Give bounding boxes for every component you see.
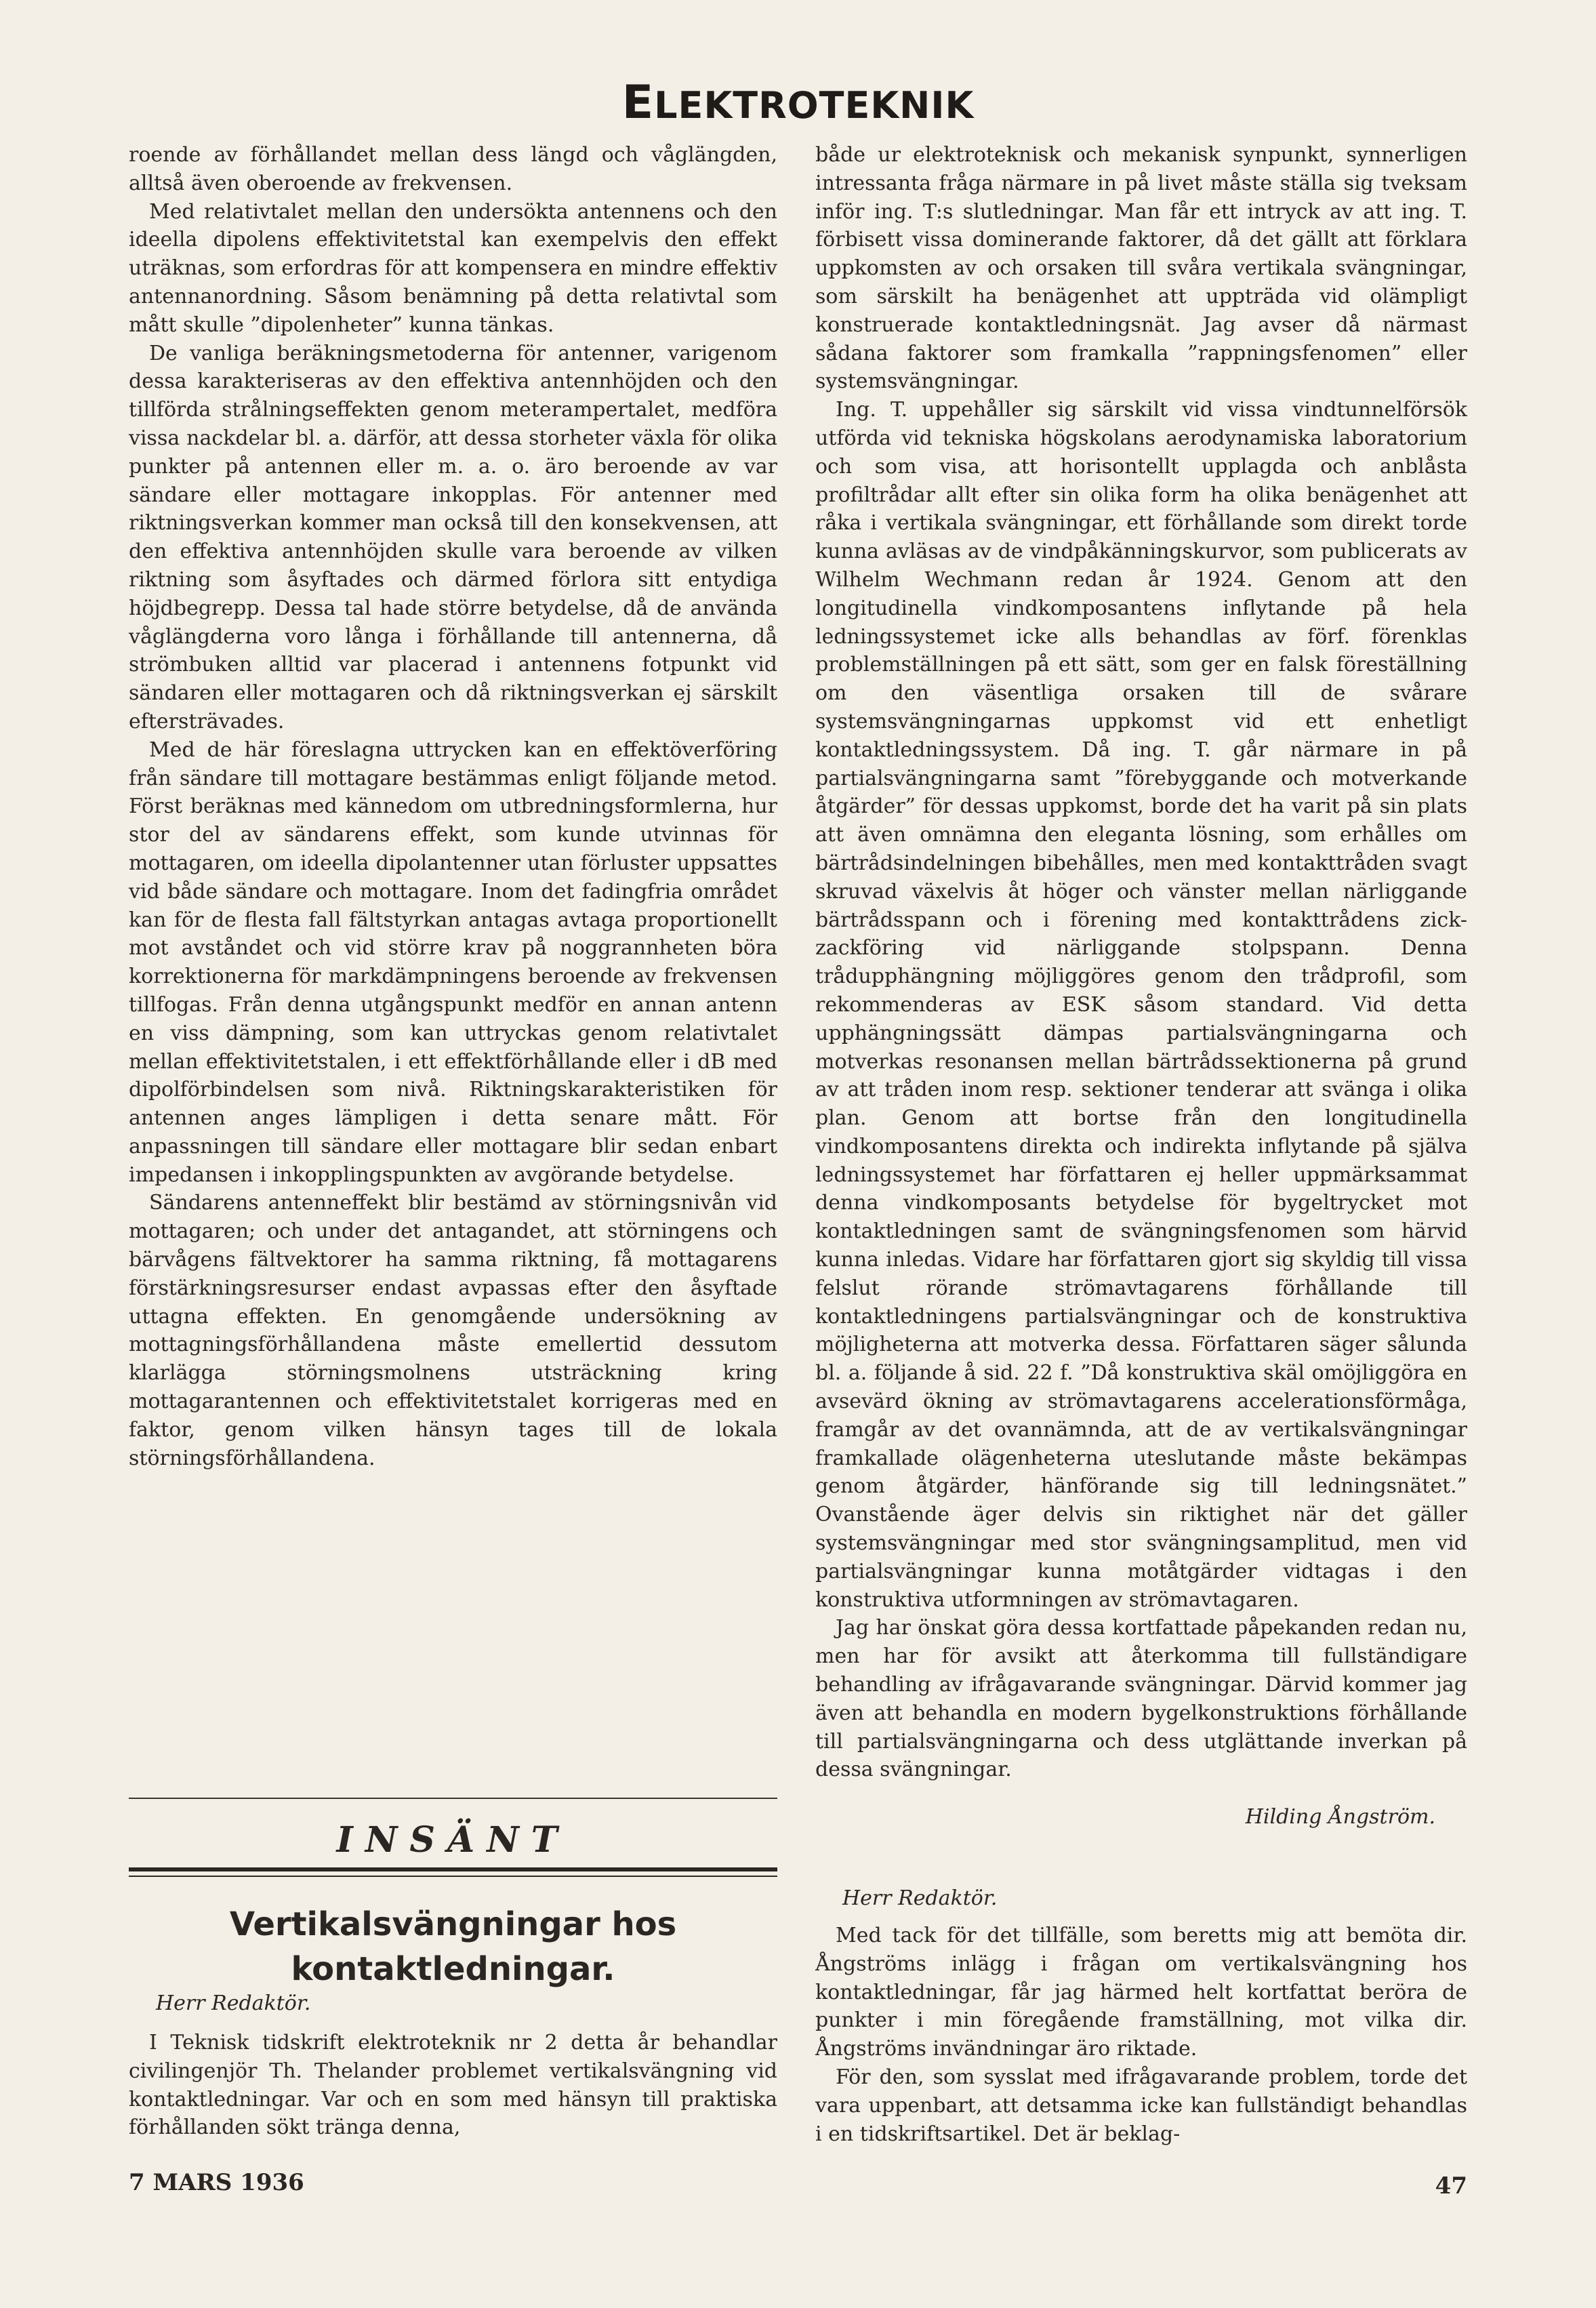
header-initial: E — [621, 76, 655, 129]
page-number: 47 — [1435, 2172, 1467, 2200]
right-column-bottom — [815, 1922, 1467, 2148]
paragraph: Med de här föreslagna uttrycken kan en effektöverföring från sändare till mottagare bestämmas enligt följande metod. Först beräknas med kännedom om utbredningsformlerna, hur stor del av sändarens effekt, som kunde utvinnas för mottagaren, om ideella dipolantenner utan förluster uppsattes vid både sändare och mottagare. Inom det fadingfria området kan för de flesta fall fältstyrkan antagas avtaga proportionellt mot avståndet och vid större krav på noggrannheten böra korrektionerna för markdämpningens beroende av frekvensen tillfogas. Från denna utgångspunkt medför en annan antenn en viss dämpning, som kan uttryckas genom relativtalet mellan effektivitetstalen, i ett effektförhållande eller i dB med dipolförbindelsen som nivå. Riktningskarakteristiken för antennen anges lämpligen i detta senare mått. För anpassningen till sändare eller mottagare blir sedan enbart impedansen i inkopplingspunkten av avgörande betydelse. — [129, 737, 777, 1187]
signature: Hilding Ångström. — [1245, 1805, 1435, 1829]
paragraph: Med relativtalet mellan den undersökta antennens och den ideella dipolens effektivitetstal kan exempelvis den effekt uträknas, som erfordras för att kompensera en mindre effektiv antennanordning. Såsom benämning på detta relativtal som mått skulle ”dipolenheter” kunna tänkas. — [129, 199, 777, 337]
paragraph: Sändarens antenneffekt blir bestämd av störningsnivån vid mottagaren; och under det antagandet, att störningens och bärvågens fältvektorer ha samma riktning, få mottagarens förstärkningsresurser endast avpassas efter den åsyftade uttagna effekten. En genomgående undersökning av mottagningsförhållandena måste emellertid dessutom klarlägga störningsmolnens utsträckning kring mottagarantennen och effektivitetstalet korrigeras med en faktor, genom vilken hänsyn tages till de lokala störningsförhållandena. — [129, 1191, 777, 1470]
paragraph: För den, som sysslat med ifrågavarande problem, torde det vara uppenbart, att detsamma icke kan fullständigt behandlas i en tidskriftsartikel. Det är beklag- — [815, 2065, 1467, 2146]
salutation: Herr Redaktör. — [842, 1886, 998, 1910]
section-heading: INSÄNT — [336, 1819, 570, 1861]
salutation: Herr Redaktör. — [156, 1991, 311, 2015]
divider — [129, 1867, 777, 1871]
paragraph: Jag har önskat göra dessa kortfattade påpekanden redan nu, men har för avsikt att återkomma till fullständigare behandling av ifrågavarande svängningar. Därvid kommer jag även att behandla en modern bygelkonstruktions förhållande till partialsvängningarna och dess utglättande inverkan på dessa svängningar. — [815, 1616, 1467, 1782]
issue-date: 7 MARS 1936 — [129, 2169, 304, 2196]
journal-header — [0, 76, 1596, 129]
paragraph: både ur elektroteknisk och mekanisk synpunkt, synnerligen intressanta fråga närmare in på livet måste ställa sig tveksam inför ing. T:s slutledningar. Man får ett intryck av att ing. T. förbisett vissa dominerande faktorer, då det gällt att förklara uppkomsten av och orsaken till svåra vertikala svängningar, som särskilt ha benägenhet att uppträda vid olämpligt konstruerade kontaktledningsnät. Jag avser då närmast sådana faktorer som framkalla ”rappningsfenomen” eller systemsvängningar. — [815, 143, 1467, 394]
left-column-bottom — [129, 2029, 777, 2142]
paragraph: De vanliga beräkningsmetoderna för antenner, varigenom dessa karakteriseras av den effektiva antennhöjden och den tillförda strålningseffekten genom meterampertalet, medföra vissa nackdelar bl. a. därför, att dessa storheter växla för olika punkter på antennen eller m. a. o. äro beroende av var sändare eller mottagare inkopplas. För antenner med riktningsverkan kommer man också till den konsekvensen, att den effektiva antennhöjden skulle vara beroende av vilken riktning som åsyftades och därmed förlora sitt entydiga höjdbegrepp. Dessa tal hade större betydelse, då de använda våglängderna voro långa i förhållande till antennerna, då strömbuken alltid var placerad i antennens fotpunkt vid sändaren eller mottagaren och då riktningsverkan ej särskilt eftersträvades. — [129, 341, 777, 733]
divider — [129, 1798, 777, 1799]
paragraph: Med tack för det tillfälle, som beretts mig att bemöta dir. Ångströms inlägg i frågan om vertikalsvängning hos kontaktledningar, får jag härmed helt kortfattat beröra de punkter i min föregående framställning, mot vilka dir. Ångströms invändningar äro riktade. — [815, 1924, 1467, 2061]
right-column-top — [815, 141, 1467, 1784]
left-column-top — [129, 141, 777, 1472]
header-rest: LEKTROTEKNIK — [654, 84, 975, 127]
paragraph: roende av förhållandet mellan dess längd och våglängden, alltså även oberoende av frekvensen. — [129, 143, 777, 195]
divider — [129, 1876, 777, 1877]
article-title: Vertikalsvängningar hos kontaktledningar. — [229, 1905, 677, 1988]
paragraph: Ing. T. uppehåller sig särskilt vid vissa vindtunnelförsök utförda vid tekniska högskolans aerodynamiska laboratorium och som visa, att horisontellt upplagda och anblåsta profiltrådar allt efter sin olika form ha olika benägenhet att råka i vertikala svängningar, ett förhållande som direkt torde kunna avläsas av de vindpåkänningskurvor, som publicerats av Wilhelm Wechmann redan år 1924. Genom att den longitudinella vindkomposantens inflytande på hela ledningssystemet icke alls behandlas av förf. förenklas problemställningen på ett sätt, som ger en falsk föreställning om den väsentliga orsaken till de svårare systemsvängningarnas uppkomst vid ett enhetligt kontaktledningssystem. Då ing. T. går närmare in på partialsvängningarna samt ”förebyggande och motverkande åtgärder” för dessas uppkomst, borde det ha varit på sin plats att även omnämna den eleganta lösning, som erhålles om bärtrådsindelningen bibehålles, men med kontakttråden svagt skruvad växelvis åt höger och vänster mellan närliggande bärtrådsspann och i förening med kontakttrådens zick-zackföring vid närliggande stolpspann. Denna trådupphängning möjliggöres genom den trådprofil, som rekommenderas av ESK såsom standard. Vid detta upphängningssätt dämpas partialsvängningarna och motverkas resonansen mellan bärtrådssektionerna på grund av att tråden inom resp. sektioner tenderar att svänga i olika plan. Genom att bortse från den longitudinella vindkomposantens direkta och indirekta inflytande på själva ledningssystemet har författaren ej heller uppmärksammat denna vindkomposants betydelse för bygeltrycket mot kontaktledningen samt de svängningsfenomen som härvid kunna inledas. Vidare har författaren gjort sig skyldig till vissa felslut rörande strömavtagarens förhållande till kontaktledningens partialsvängningar och de konstruktiva möjligheterna att motverka dessa. Författaren säger sålunda bl. a. följande å sid. 22 f. ”Då konstruktiva skäl omöjliggöra en avsevärd ökning av strömavtagarens accelerationsförmåga, framgår av det ovannämnda, att de av vertikalsvängningar framkallade olägenheterna uteslutande måste bekämpas genom åtgärder, hänförande sig till ledningsnätet.” Ovanstående äger delvis sin riktighet när det gäller systemsvängningar med stor svängningsamplitud, men vid partialsvängningar kunna motåtgärder vidtagas i den konstruktiva utformningen av strömavtagaren. — [815, 398, 1467, 1612]
paragraph: I Teknisk tidskrift elektroteknik nr 2 detta år behandlar civilingenjör Th. Thelander problemet vertikalsvängning vid kontaktledningar. Var och en som med hänsyn till praktiska förhållanden sökt tränga denna, — [129, 2031, 777, 2140]
